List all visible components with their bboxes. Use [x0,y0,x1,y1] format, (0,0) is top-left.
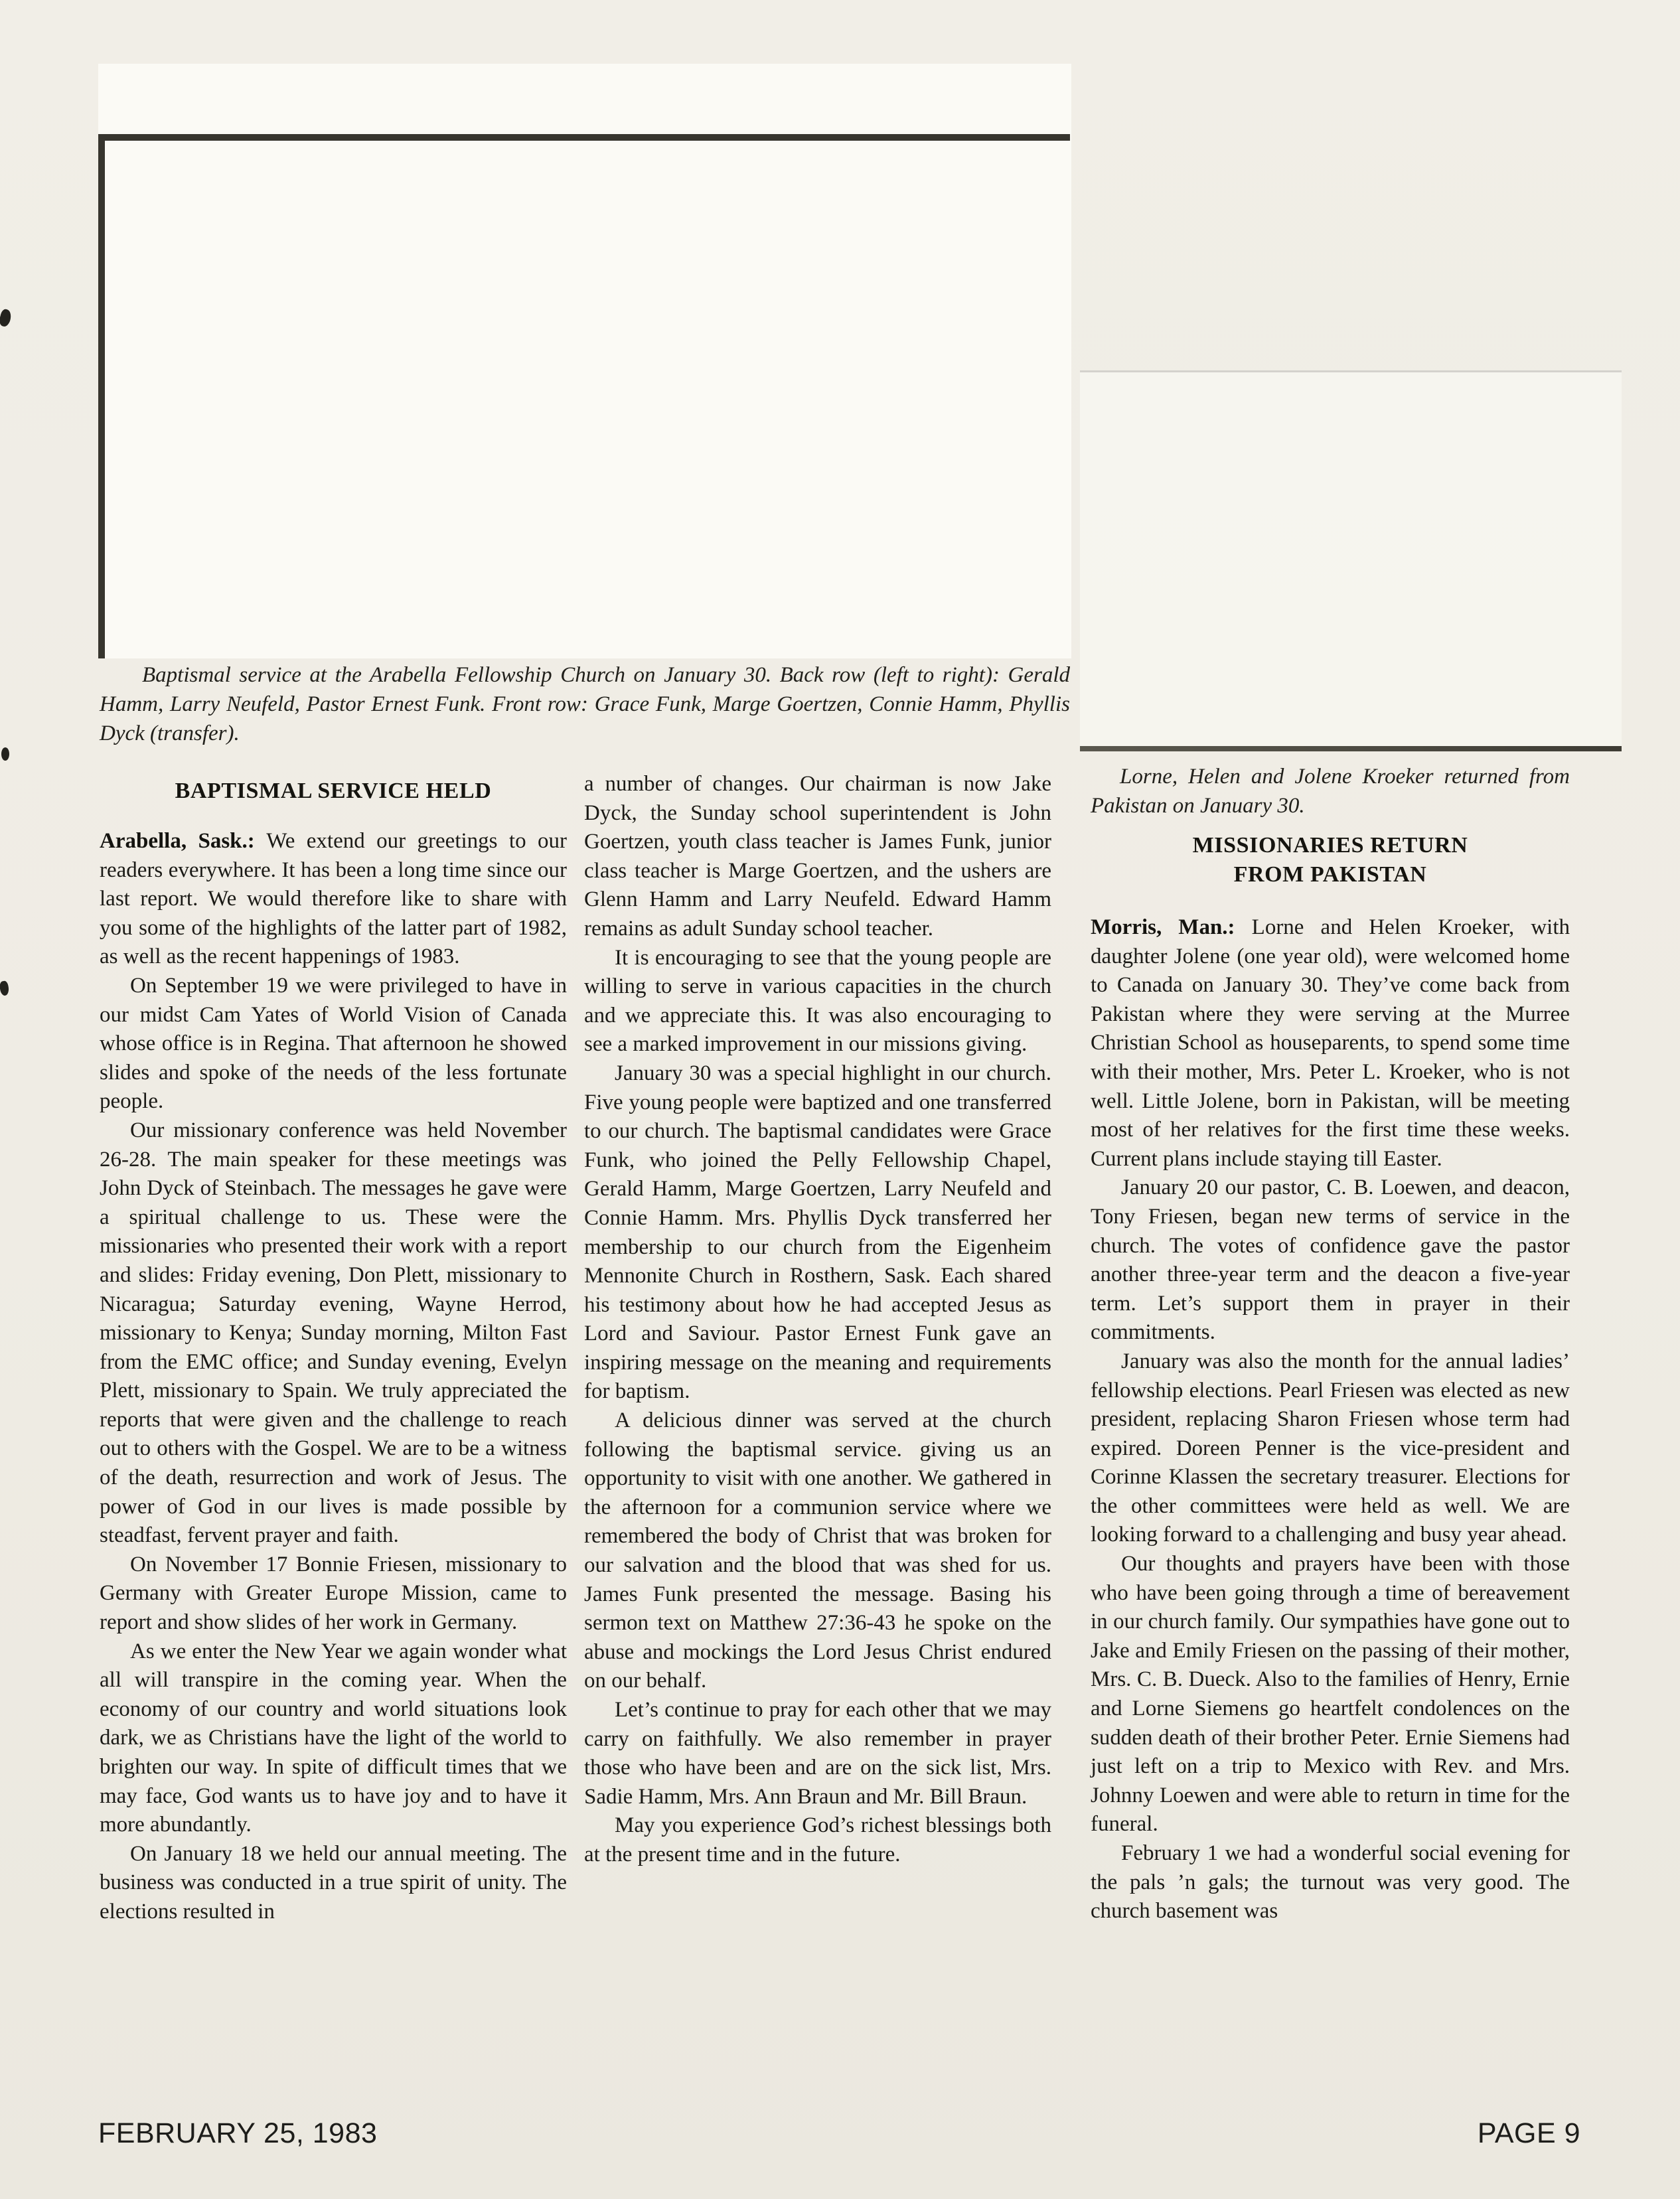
column-3 [1091,762,1570,1926]
paragraph: a number of changes. Our chairman is now Jake Dyck, the Sunday school superintendent is John Goertzen, youth class teacher is James Funk, junior class teacher is Marge Goertzen, and the ushers are Glenn Hamm and Larry Neufeld. Edward Hamm remains as adult Sunday school teacher. [584,772,1051,941]
baptismal-photo-caption: Baptismal service at the Arabella Fellowship Church on January 30. Back row (left to right): Gerald Hamm, Larry Neufeld, Pastor Ernest Funk. Front row: Grace Funk, Marge Goertzen, Connie Hamm, Phyllis Dyck (transfer). [100,663,1070,745]
dateline-lead: Arabella, Sask.: [100,829,267,853]
scan-blemish [1,747,9,761]
baptismal-photo [98,64,1071,658]
heading-line-2: FROM PAKISTAN [1233,862,1427,887]
paragraph: Let’s continue to pray for each other that we may carry on faithfully. We also remember in prayer those who have been and are on the sick list, Mrs. Sadie Hamm, Mrs. Ann Braun and Mr. Bill Braun. [584,1698,1051,1809]
article-heading-missionaries-return [1091,831,1570,889]
paragraph: On September 19 we were privileged to have in our midst Cam Yates of World Vision of Canada whose office is in Regina. That afternoon he showed slides and spoke of the needs of the less fortunate people. [100,973,567,1114]
paragraph: On January 18 we held our annual meeting. The business was conducted in a true spirit of unity. The elections resulted in [100,1841,567,1924]
photo-frame-top-edge [98,134,1070,141]
paragraph: Our thoughts and prayers have been with those who have been going through a time of bereavement in our church family. Our sympathies have gone out to Jake and Emily Friesen on the passing of their mother, Mrs. C. B. Dueck. Also to the families of Henry, Ernie and Lorne Siemens go heartfelt condolences on the sudden death of their brother Peter. Ernie Siemens had just left on a trip to Mexico with Rev. and Mrs. Johnny Loewen and were able to return in time for the funeral. [1091,1552,1570,1837]
column-2 [584,770,1051,1870]
paragraph: February 1 we had a wonderful social evening for the pals ’n gals; the turnout was very good. The church basement was [1091,1841,1570,1924]
paragraph: It is encouraging to see that the young people are willing to serve in various capacities in the church and we appreciate this. It was also encouraging to see a marked improvement in our missions giving. [584,945,1051,1057]
kroeker-photo [1080,370,1622,749]
footer-page-number: PAGE 9 [1477,2117,1580,2149]
paragraph: A delicious dinner was served at the church following the baptismal service. giving us an opportunity to visit with one another. We gathered in the afternoon for a communion service where we remembered the body of Christ that was broken for our salvation and the blood that was shed for us. James Funk presented the message. Basing his sermon text on Matthew 27:36-43 he spoke on the abuse and mockings the Lord Jesus Christ endured on our behalf. [584,1408,1051,1693]
article-heading-baptismal-service: BAPTISMAL SERVICE HELD [175,779,492,803]
scan-blemish [0,308,13,327]
paragraph: Morris, Man.: Lorne and Helen Kroeker, with daughter Jolene (one year old), were welcomed home to Canada on January 30. They’ve come back from Pakistan where they were serving at the Murree Christian School as houseparents, to spend some time with their mother, Mrs. Peter L. Kroeker, who is not well. Little Jolene, born in Pakistan, will be meeting most of her relatives for the first time these weeks. Current plans include staying till Easter. [1091,915,1570,1171]
paragraph: January 20 our pastor, C. B. Loewen, and deacon, Tony Friesen, began new terms of service in the church. The votes of confidence gave the pastor another three-year term and the deacon a five-year term. Let’s support them in prayer in their commitments. [1091,1175,1570,1345]
paragraph: Arabella, Sask.: We extend our greetings to our readers everywhere. It has been a long time since our last report. We would therefore like to share with you some of the highlights of the latter part of 1982, as well as the recent happenings of 1983. [100,829,567,969]
column-3-body [1091,913,1570,1926]
heading-line-1: MISSIONARIES RETURN [1192,833,1468,858]
paragraph: January 30 was a special highlight in our church. Five young people were baptized and one transferred to our church. The baptismal candidates were Grace Funk, who joined the Pelly Fellowship Chapel, Gerald Hamm, Marge Goertzen, Larry Neufeld and Connie Hamm. Mrs. Phyllis Dyck transferred her membership to our church from the Eigenheim Mennonite Church in Rosthern, Sask. Each shared his testimony about how he had accepted Jesus as Lord and Saviour. Pastor Ernest Funk gave an inspiring message on the meaning and requirements for baptism. [584,1061,1051,1404]
kroeker-photo-caption: Lorne, Helen and Jolene Kroeker returned from Pakistan on January 30. [1091,765,1570,818]
paragraph: As we enter the New Year we again wonder what all will transpire in the coming year. When the economy of our country and world situations look dark, we as Christians have the light of the world to brighten our way. In spite of difficult times that we may face, God wants us to have joy and to have it more abundantly. [100,1639,567,1837]
scan-blemish [0,980,10,996]
footer-date: FEBRUARY 25, 1983 [98,2117,378,2149]
paragraph: January was also the month for the annual ladies’ fellowship elections. Pearl Friesen was elected as new president, replacing Sharon Friesen whose term had expired. Doreen Penner is the vice-president and Corinne Klassen the secretary treasurer. Elections for the other committees were held as well. We are looking forward to a challenging and busy year ahead. [1091,1349,1570,1547]
paragraph: May you experience God’s richest blessings both at the present time and in the future. [584,1813,1051,1866]
column-1 [100,777,567,1927]
paragraph: Our missionary conference was held November 26-28. The main speaker for these meetings was John Dyck of Steinbach. The messages he gave were a spiritual challenge to us. These were the missionaries who presented their work with a report and slides: Friday evening, Don Plett, missionary to Nicaragua; Saturday evening, Wayne Herrod, missionary to Kenya; Sunday morning, Milton Fast from the EMC office; and Sunday evening, Evelyn Plett, missionary to Spain. We truly appreciated the reports that were given and the challenge to reach out to others with the Gospel. We are to be a witness of the death, resurrection and work of Jesus. The power of God in our lives is made possible by steadfast, fervent prayer and faith. [100,1118,567,1548]
column-1-body [100,827,567,1927]
dateline-lead: Morris, Man.: [1091,915,1252,939]
column-2-body [584,770,1051,1870]
photo-frame-left-edge [98,134,105,658]
kroeker-photo-bottom-edge [1080,746,1622,751]
paragraph: On November 17 Bonnie Friesen, missionary to Germany with Greater Europe Mission, came to report and show slides of her work in Germany. [100,1552,567,1635]
